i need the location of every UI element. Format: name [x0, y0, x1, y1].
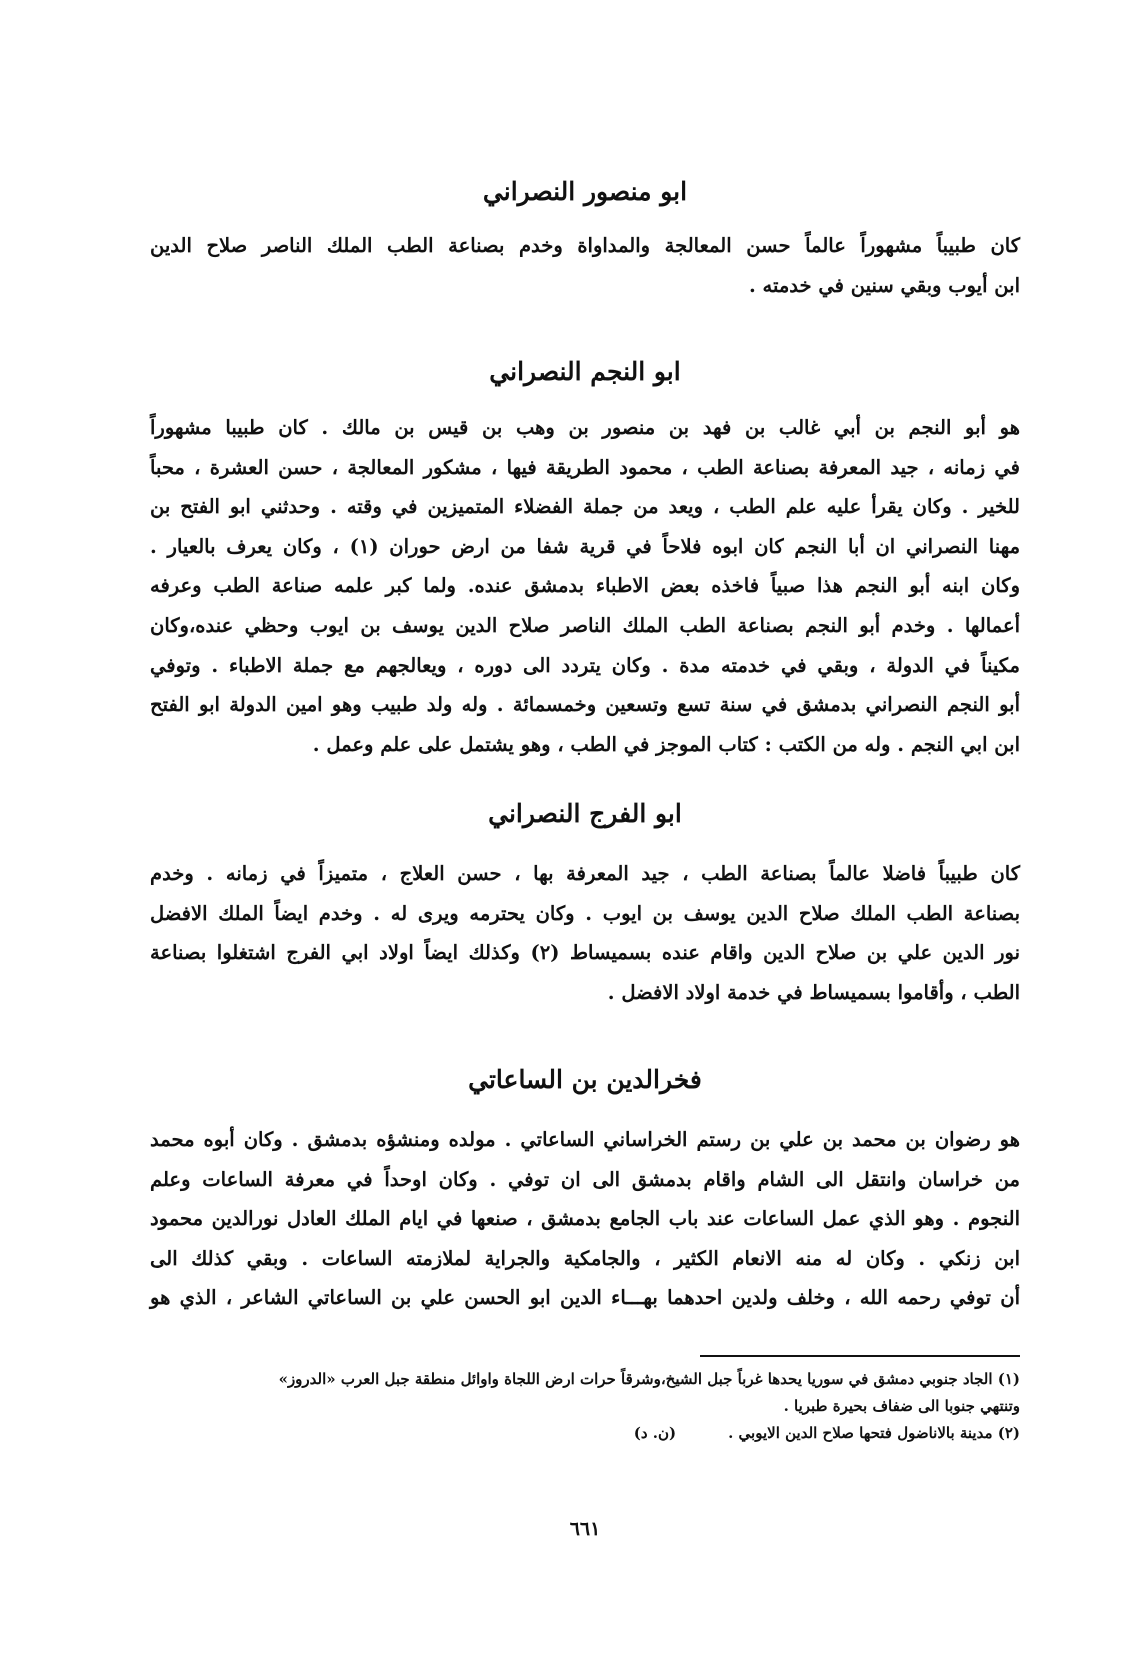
footnotes	[150, 1366, 1020, 1447]
text-line: كان طبيباً فاضلا عالماً بصناعة الطب ، جيد المعرفة بها ، حسن العلاج ، متميزاً في زمانه . وخدم	[150, 862, 1020, 885]
text-line: ابن زنكي . وكان له منه الانعام الكثير ، والجامكية والجراية لملازمته الساعات . وبقي كذلك الى	[150, 1246, 1020, 1270]
footnote-divider	[700, 1355, 1020, 1357]
section-title-abu-mansur: ابو منصور النصراني	[482, 177, 688, 206]
footnote-1-line-1: (١) الجاد جنوبي دمشق في سوريا يحدها غرباً جبل الشيخ،وشرقاً حرات ارض اللجاة واوائل منطقة جبل العرب «الدروز»	[278, 1370, 1020, 1388]
text-line: أعمالها . وخدم أبو النجم بصناعة الطب الملك الناصر صلاح الدين يوسف بن ايوب وحظي عنده،وكان	[150, 613, 1020, 637]
text-line: الطب ، وأقاموا بسميساط في خدمة اولاد الافضل .	[607, 980, 1020, 1004]
text-line: مكيناً في الدولة ، وبقي في خدمته مدة . وكان يتردد الى دوره ، ويعالجهم مع جملة الاطباء . وتوفي	[150, 653, 1020, 677]
section-body-abu-al-faraj	[150, 854, 1020, 1012]
text-line: من خراسان وانتقل الى الشام واقام بدمشق الى ان توفي . وكان اوحداً في معرفة الساعات وعلم	[150, 1167, 1020, 1191]
text-line: ابن ابي النجم . وله من الكتب : كتاب الموجز في الطب ، وهو يشتمل على علم وعمل .	[312, 732, 1020, 756]
text-line: مهنا النصراني ان أبا النجم كان ابوه فلاحاً في قرية شفا من ارض حوران (١) ، وكان يعرف بالعيار .	[150, 534, 1021, 558]
footnote-1-line-2: وتنتهي جنوبا الى ضفاف بحيرة طبريا .	[783, 1397, 1020, 1415]
section-title-abu-al-faraj: ابو الفرج النصراني	[488, 799, 682, 828]
page-number: ٦٦١	[569, 1518, 601, 1540]
section-body-abu-mansur	[150, 226, 1020, 305]
text-line: في زمانه ، جيد المعرفة بصناعة الطب ، محمود الطريقة فيها ، مشكور المعالجة ، حسن العشرة ، محباً	[150, 455, 1020, 479]
editor-mark: (ن. د)	[633, 1424, 677, 1442]
text-line: وكان ابنه أبو النجم هذا صبياً فاخذه بعض الاطباء بدمشق عنده. ولما كبر علمه صناعة الطب وعرفه	[150, 574, 1020, 598]
text-line: أبو النجم النصراني بدمشق في سنة تسع وتسعين وخمسمائة . وله ولد طبيب وهو امين الدولة ابو الفتح	[150, 693, 1020, 717]
text-line: ابن أيوب وبقي سنين في خدمته .	[748, 273, 1020, 297]
text-line: النجوم . وهو الذي عمل الساعات عند باب الجامع بدمشق ، صنعها في ايام الملك العادل نورالدين محمود	[150, 1207, 1020, 1231]
text-line: أن توفي رحمه الله ، وخلف ولدين احدهما بهـــاء الدين ابو الحسن علي بن الساعاتي الشاعر ، الذي هو	[150, 1286, 1020, 1310]
text-line: بصناعة الطب الملك صلاح الدين يوسف بن ايوب . وكان يحترمه ويرى له . وخدم ايضاً الملك الافضل	[150, 901, 1020, 925]
section-title-abu-al-najm: ابو النجم النصراني	[489, 357, 681, 386]
text-line: للخير . وكان يقرأ عليه علم الطب ، ويعد من جملة الفضلاء المتميزين في وقته . وحدثني ابو الفتح بن	[150, 495, 1020, 519]
section-body-abu-al-najm	[150, 408, 1020, 764]
text-line: هو أبو النجم بن أبي غالب بن فهد بن منصور بن وهب بن قيس بن مالك . كان طبيبا مشهوراً	[150, 416, 1020, 439]
section-body-fakhr-al-din	[150, 1120, 1020, 1318]
section-title-fakhr-al-din: فخرالدين بن الساعاتي	[468, 1065, 702, 1094]
text-line: كان طبيباً مشهوراً عالماً حسن المعالجة والمداواة وخدم بصناعة الطب الملك الناصر صلاح الدين	[150, 234, 1020, 257]
text-line: هو رضوان بن محمد بن علي بن رستم الخراساني الساعاتي . مولده ومنشؤه بدمشق . وكان أبوه محمد	[150, 1128, 1020, 1151]
footnote-2-row	[150, 1420, 1020, 1447]
text-line: نور الدين علي بن صلاح الدين واقام عنده بسميساط (٢) وكذلك ايضاً اولاد ابي الفرج اشتغلوا بصناعة	[150, 941, 1021, 965]
footnote-2: (٢) مدينة بالاناضول فتحها صلاح الدين الايوبي .	[728, 1424, 1020, 1442]
